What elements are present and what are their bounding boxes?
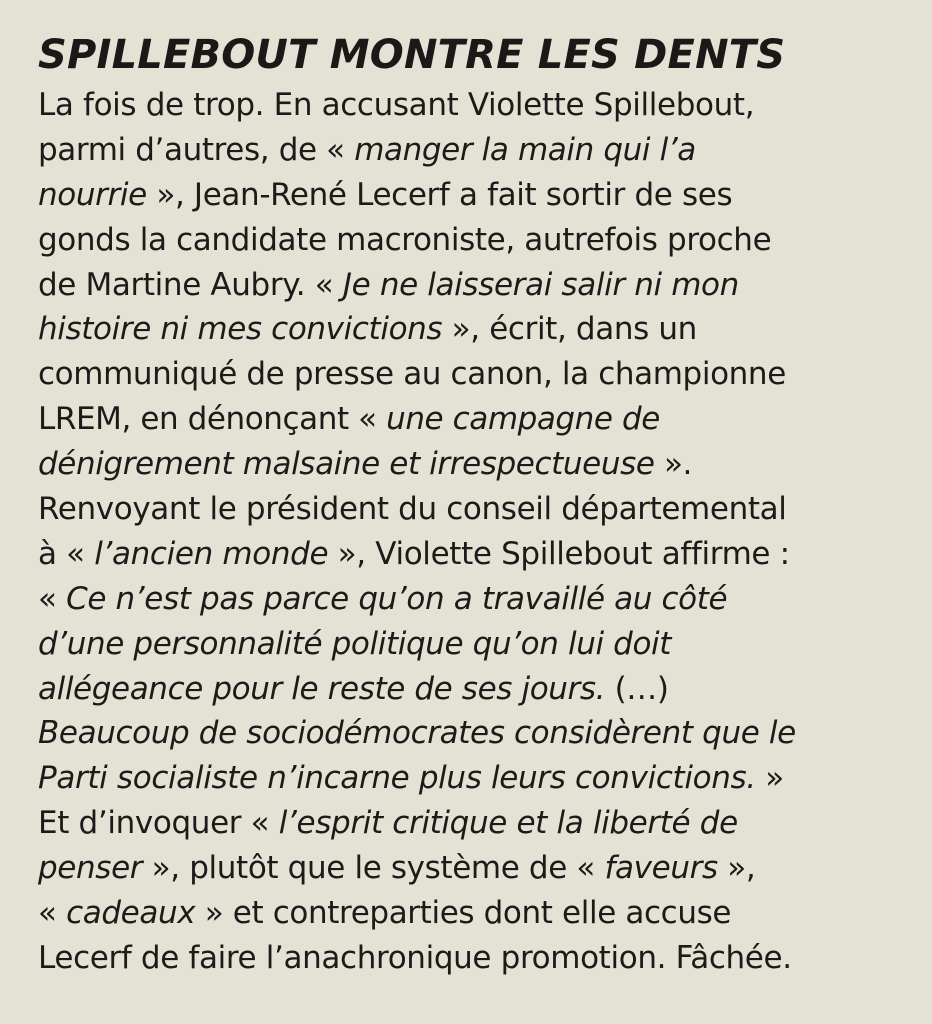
- quote-text: allégeance pour le reste de ses jours.: [38, 670, 606, 707]
- body-line: [38, 756, 908, 801]
- body-line: [38, 173, 908, 218]
- body-line: [38, 128, 908, 173]
- body-text: parmi d’autres, de «: [38, 131, 355, 168]
- body-line: [38, 622, 908, 667]
- body-text: «: [38, 895, 67, 932]
- quote-text: Ce n’est pas parce qu’on a travaillé au côté: [66, 580, 728, 617]
- quote-text: nourrie: [38, 176, 147, 213]
- quote-text: Parti socialiste n’incarne plus leurs convictions.: [38, 760, 756, 797]
- body-text: «: [38, 580, 67, 617]
- body-line: [38, 218, 908, 263]
- body-line: [38, 83, 908, 128]
- body-text: », plutôt que le système de «: [142, 850, 605, 887]
- body-text: (…): [605, 670, 669, 707]
- body-line: [38, 442, 908, 487]
- body-text: »: [755, 760, 784, 797]
- quote-text: Je ne laisserai salir ni mon: [342, 266, 739, 303]
- body-text: communiqué de presse au canon, la championne: [38, 356, 786, 393]
- body-line: [38, 846, 908, 891]
- body-line: [38, 307, 908, 352]
- body-text: Renvoyant le président du conseil départemental: [38, 491, 787, 528]
- quote-text: une campagne de: [386, 401, 660, 438]
- body-line: [38, 936, 908, 981]
- quote-text: manger la main qui l’a: [354, 131, 696, 168]
- body-text: », Jean-René Lecerf a fait sortir de ses: [146, 176, 733, 213]
- body-line: [38, 352, 908, 397]
- body-line: [38, 263, 908, 308]
- body-text: », Violette Spillebout affirme :: [328, 535, 790, 572]
- body-text: » et contreparties dont elle accuse: [195, 895, 732, 932]
- quote-text: penser: [38, 850, 143, 887]
- article: [38, 30, 908, 981]
- body-text: à «: [38, 535, 95, 572]
- quote-text: l’ancien monde: [94, 535, 329, 572]
- body-text: ».: [654, 446, 693, 483]
- article-headline: SPILLEBOUT MONTRE LES DENTS: [38, 32, 786, 78]
- body-text: La fois de trop. En accusant Violette Spillebout,: [38, 87, 755, 123]
- body-text: Lecerf de faire l’anachronique promotion. Fâchée.: [38, 939, 792, 976]
- body-line: [38, 532, 908, 577]
- body-text: LREM, en dénonçant «: [38, 401, 387, 438]
- quote-text: l’esprit critique et la liberté de: [278, 805, 738, 842]
- quote-text: histoire ni mes convictions: [38, 311, 443, 348]
- body-text: », écrit, dans un: [442, 311, 697, 348]
- body-line: [38, 577, 908, 622]
- quote-text: dénigrement malsaine et irrespectueuse: [38, 446, 655, 483]
- body-line: [38, 397, 908, 442]
- article-body: [38, 83, 908, 981]
- quote-text: faveurs: [604, 850, 718, 887]
- body-line: [38, 711, 908, 756]
- quote-text: Beaucoup de sociodémocrates considèrent que le: [38, 715, 796, 752]
- body-text: gonds la candidate macroniste, autrefois proche: [38, 221, 772, 258]
- body-line: [38, 667, 908, 712]
- body-text: de Martine Aubry. «: [38, 266, 343, 303]
- quote-text: cadeaux: [66, 895, 196, 932]
- body-text: »,: [717, 850, 756, 887]
- body-line: [38, 891, 908, 936]
- quote-text: d’une personnalité politique qu’on lui doit: [38, 625, 672, 662]
- body-text: Et d’invoquer «: [38, 805, 279, 842]
- body-line: [38, 801, 908, 846]
- body-line: [38, 487, 908, 532]
